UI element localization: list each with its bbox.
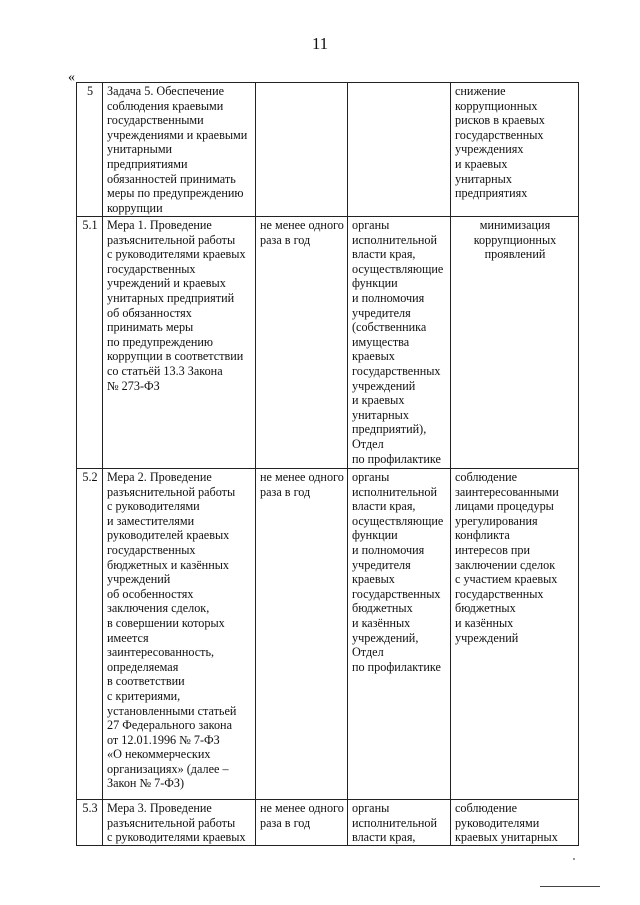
measures-table <box>76 82 579 846</box>
row-number: 5.1 <box>77 217 103 469</box>
row-number: 5 <box>77 83 103 217</box>
result-cell: снижение коррупционных рисков в краевых государственных учреждениях и краевых унитарных предприятиях <box>451 83 579 217</box>
measure-cell: Задача 5. Обеспечение соблюдения краевыми государственными учреждениями и краевыми унитарными предприятиями обязанностей принимать меры по предупреждению коррупции <box>103 83 256 217</box>
executor-cell: органы исполнительной власти края, осуществляющие функции и полномочия учредителя краевых государственных бюджетных и казённых учреждений, Отдел по профилактике <box>348 469 451 800</box>
page-number: 11 <box>311 34 329 53</box>
opening-quote: « <box>68 70 75 85</box>
result-cell: минимизация коррупционных проявлений <box>451 217 579 469</box>
scan-speck <box>573 858 575 860</box>
executor-cell: органы исполнительной власти края, осуществляющие функции и полномочия учредителя (собственника имущества краевых государственных учреждений и краевых унитарных предприятий), Отдел по профилактике <box>348 217 451 469</box>
executor-cell <box>348 83 451 217</box>
deadline-cell: не менее одного раза в год <box>256 800 348 846</box>
result-cell: соблюдение руководителями краевых унитарных <box>451 800 579 846</box>
footer-rule <box>540 886 600 887</box>
table-row <box>77 83 579 217</box>
measure-cell: Мера 2. Проведение разъяснительной работы с руководителями и заместителями руководителей краевых государственных бюджетных и казённых учреждений об особенностях заключения сделок, в совершении которых имеется заинтересованность, определяемая в соответствии с критериями, установленными статьей 27 Федерального закона от 12.01.1996 № 7-ФЗ «О некоммерческих организациях» (далее – Закон № 7-ФЗ) <box>103 469 256 800</box>
row-number: 5.2 <box>77 469 103 800</box>
deadline-cell <box>256 83 348 217</box>
measure-cell: Мера 3. Проведение разъяснительной работы с руководителями краевых <box>103 800 256 846</box>
table-row <box>77 217 579 469</box>
row-number: 5.3 <box>77 800 103 846</box>
executor-cell: органы исполнительной власти края, <box>348 800 451 846</box>
deadline-cell: не менее одного раза в год <box>256 217 348 469</box>
table-row <box>77 800 579 846</box>
table-row <box>77 469 579 800</box>
deadline-cell: не менее одного раза в год <box>256 469 348 800</box>
result-cell: соблюдение заинтересованными лицами процедуры урегулирования конфликта интересов при заключении сделок с участием краевых государственных бюджетных и казённых учреждений <box>451 469 579 800</box>
measure-cell: Мера 1. Проведение разъяснительной работы с руководителями краевых государственных учреждений и краевых унитарных предприятий об обязанностях принимать меры по предупреждению коррупции в соответствии со статьёй 13.3 Закона № 273-ФЗ <box>103 217 256 469</box>
